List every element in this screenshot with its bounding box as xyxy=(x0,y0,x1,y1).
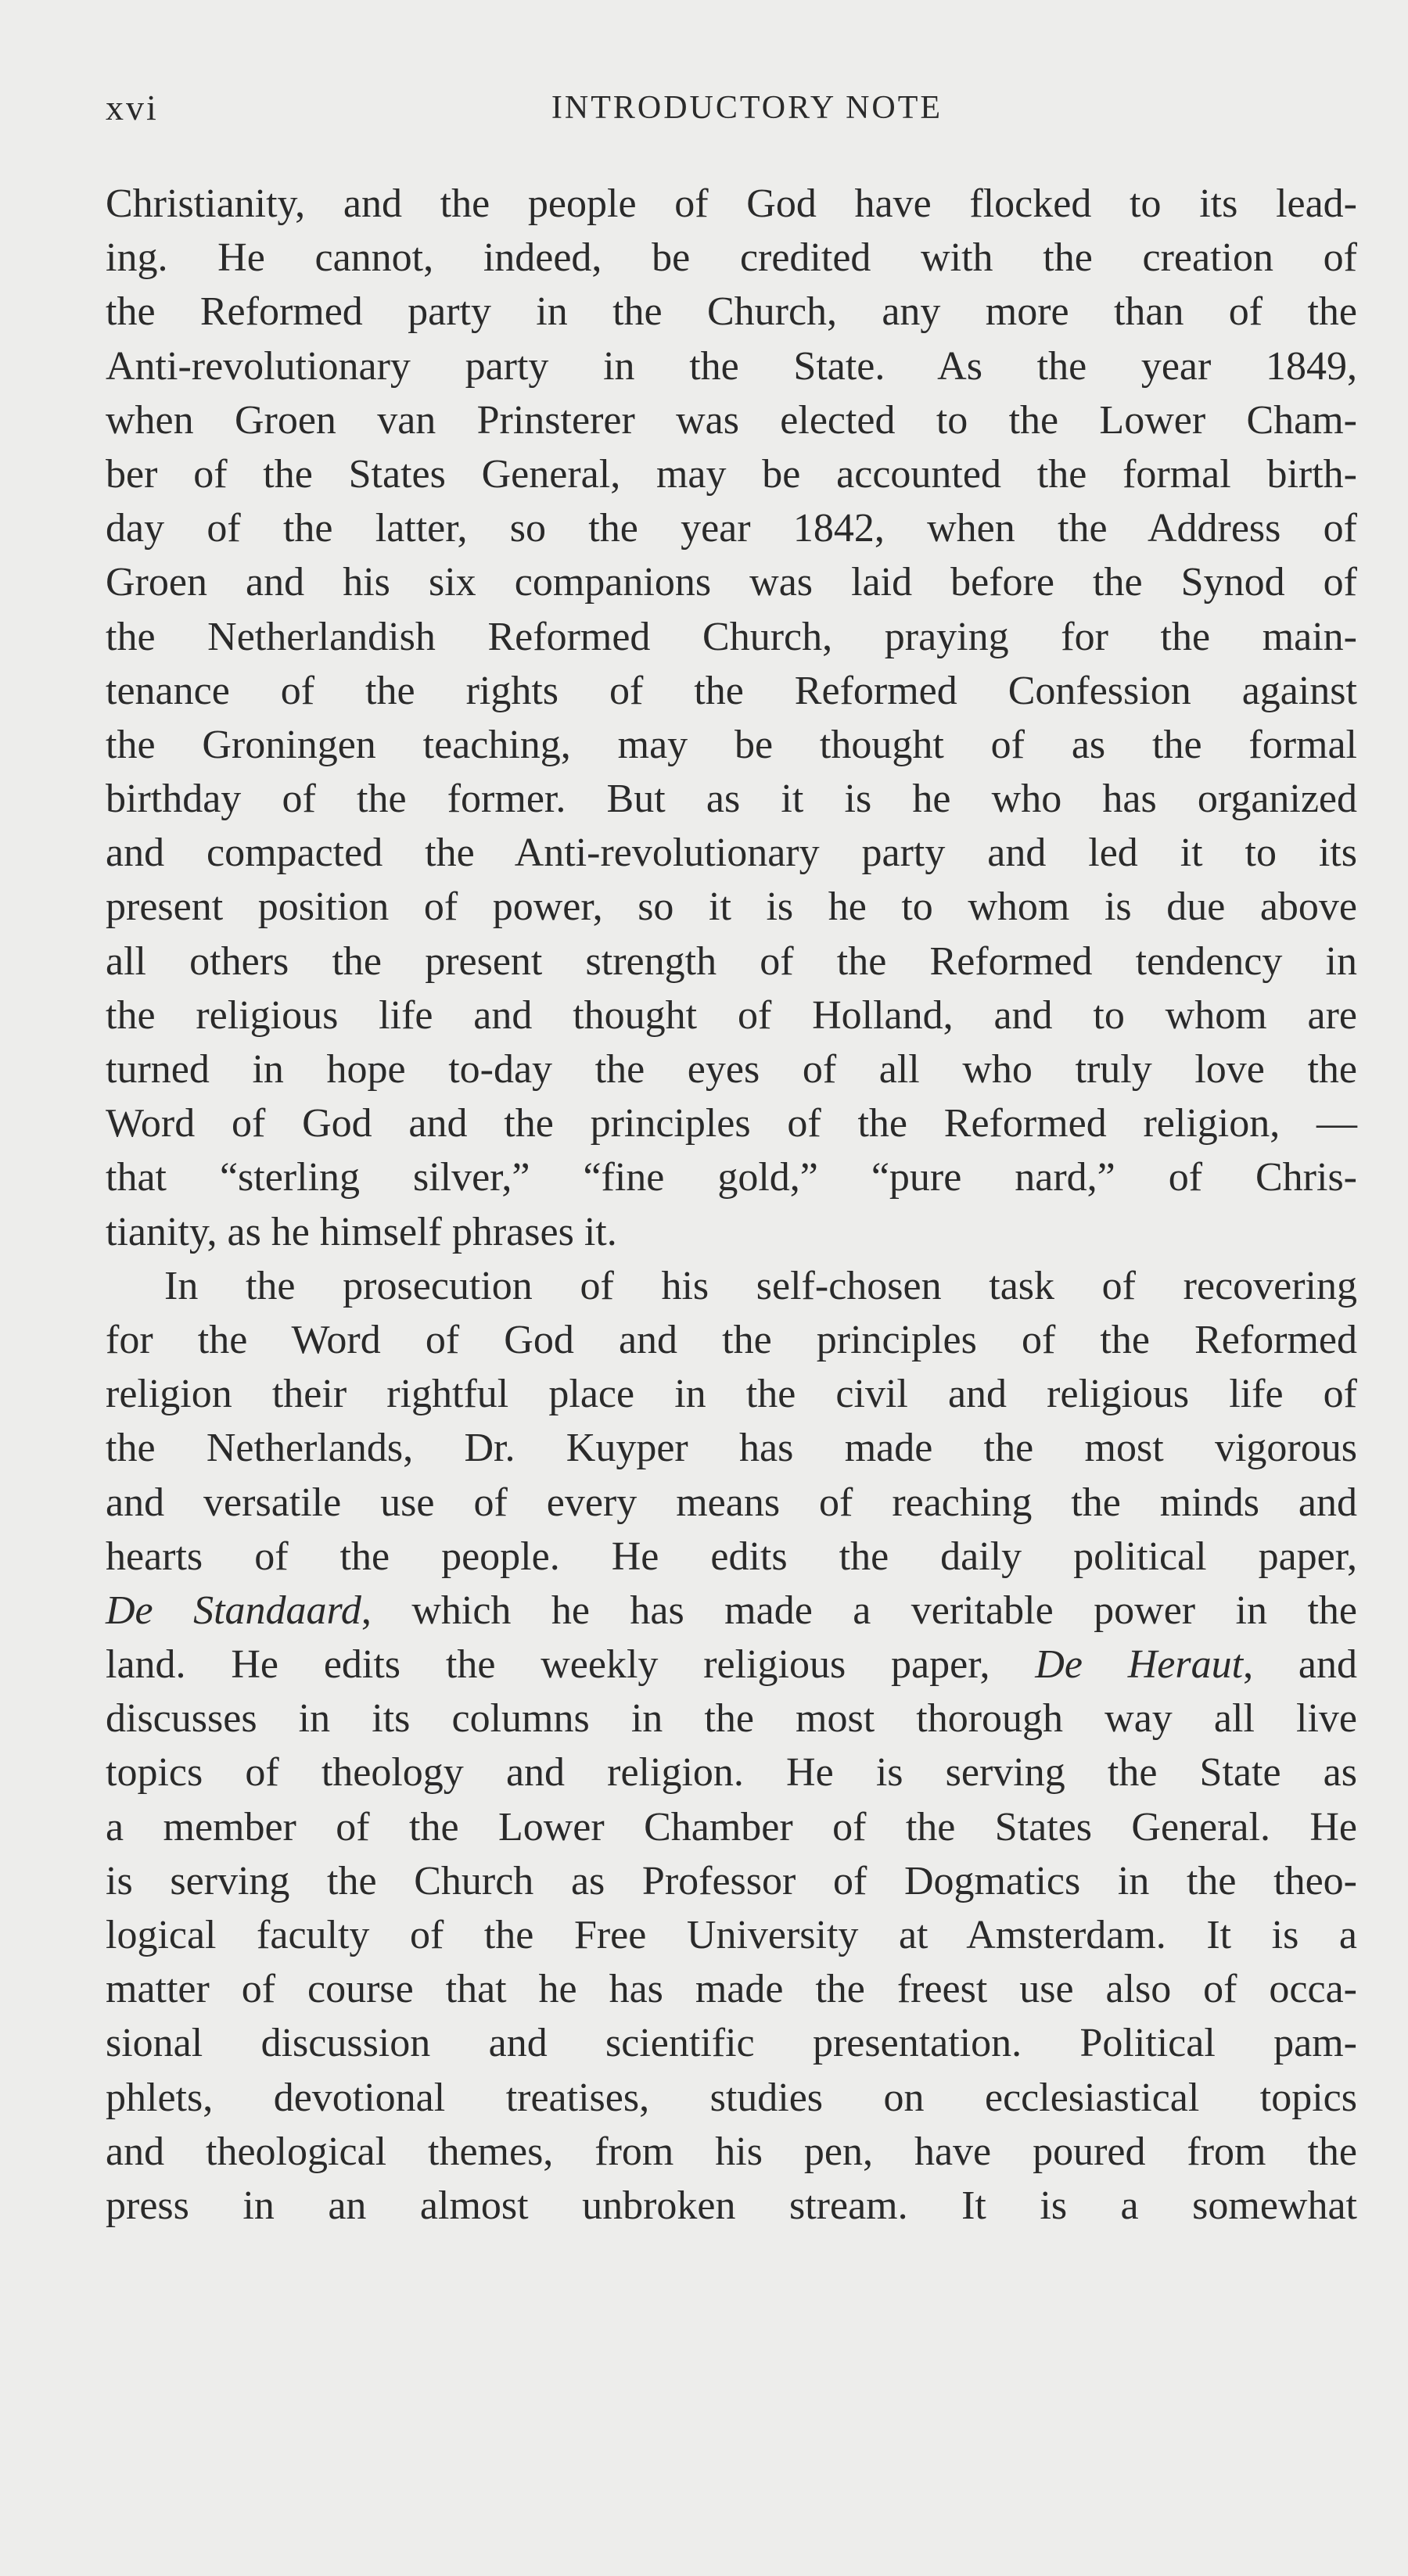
text-line: is serving the Church as Professor of Dogmatics in the theo- xyxy=(106,1858,1357,1903)
text-line: the Netherlandish Reformed Church, praying for the main- xyxy=(106,614,1357,659)
text-line-with-italic xyxy=(106,1584,1357,1638)
text-line: phlets, devotional treatises, studies on ecclesiastical topics xyxy=(106,2075,1357,2120)
text-line: for the Word of God and the principles of the Reformed xyxy=(106,1317,1357,1362)
text-line: discusses in its columns in the most thorough way all live xyxy=(106,1696,1357,1742)
text-line: matter of course that he has made the freest use also of occa- xyxy=(106,1967,1357,2012)
page-number: xvi xyxy=(106,88,159,127)
text-line-with-italic xyxy=(106,1638,1357,1692)
text-fragment: , which he has made a veritable power in the xyxy=(361,1588,1357,1633)
text-line: topics of theology and religion. He is serving the State as xyxy=(106,1750,1357,1796)
newspaper-title-de-heraut: De Heraut xyxy=(1035,1642,1244,1688)
text-line: ber of the States General, may be accounted the formal birth- xyxy=(106,451,1357,497)
text-line: and versatile use of every means of reaching the minds and xyxy=(106,1480,1357,1525)
text-fragment: , and xyxy=(1243,1642,1357,1688)
text-line: the religious life and thought of Holland, and to whom are xyxy=(106,992,1357,1038)
text-line: In the prosecution of his self-chosen task of recovering xyxy=(164,1263,1357,1308)
text-line: birthday of the former. But as it is he who has organized xyxy=(106,777,1357,822)
text-line: the Groningen teaching, may be thought of as the formal xyxy=(106,722,1357,767)
text-line: sional discussion and scientific presentation. Political pam- xyxy=(106,2021,1357,2066)
body-text xyxy=(106,177,1357,2233)
text-line: a member of the Lower Chamber of the States General. He xyxy=(106,1804,1357,1849)
newspaper-title-de-standaard: De Standaard xyxy=(106,1588,361,1633)
paragraph-1 xyxy=(106,177,1357,1259)
text-line: that “sterling silver,” “fine gold,” “pure nard,” of Chris- xyxy=(106,1155,1357,1200)
text-line: all others the present strength of the Reformed tendency in xyxy=(106,938,1357,984)
text-line: when Groen van Prinsterer was elected to the Lower Cham- xyxy=(106,397,1357,443)
text-line: present position of power, so it is he to whom is due above xyxy=(106,884,1357,930)
text-line: day of the latter, so the year 1842, when the Address of xyxy=(106,506,1357,551)
paragraph-2 xyxy=(106,1259,1357,2233)
text-line: Anti-revolutionary party in the State. As the year 1849, xyxy=(106,343,1357,389)
text-line: religion their rightful place in the civil and religious life of xyxy=(106,1372,1357,1417)
text-fragment: land. He edits the weekly religious paper, xyxy=(106,1642,1036,1688)
text-line: tenance of the rights of the Reformed Confession against xyxy=(106,668,1357,713)
text-line: and theological themes, from his pen, have poured from the xyxy=(106,2129,1357,2174)
text-line: the Reformed party in the Church, any more than of the xyxy=(106,289,1357,335)
page-header xyxy=(106,84,1357,131)
text-line: logical faculty of the Free University at Amsterdam. It is a xyxy=(106,1913,1357,1957)
text-line: press in an almost unbroken stream. It is a somewhat xyxy=(106,2183,1357,2228)
text-line: Word of God and the principles of the Reformed religion, — xyxy=(106,1101,1357,1146)
text-line: and compacted the Anti-revolutionary party and led it to its xyxy=(106,831,1357,876)
text-line: the Netherlands, Dr. Kuyper has made the most vigorous xyxy=(106,1426,1357,1471)
text-line: tianity, as he himself phrases it. xyxy=(106,1209,617,1254)
text-line: hearts of the people. He edits the daily political paper, xyxy=(106,1534,1357,1579)
text-line: Christianity, and the people of God have flocked to its lead- xyxy=(106,181,1357,226)
text-line: Groen and his six companions was laid before the Synod of xyxy=(106,560,1357,605)
text-line: turned in hope to-day the eyes of all who truly love the xyxy=(106,1047,1357,1092)
running-head: INTRODUCTORY NOTE xyxy=(551,90,943,126)
text-line: ing. He cannot, indeed, be credited with the creation of xyxy=(106,235,1357,281)
